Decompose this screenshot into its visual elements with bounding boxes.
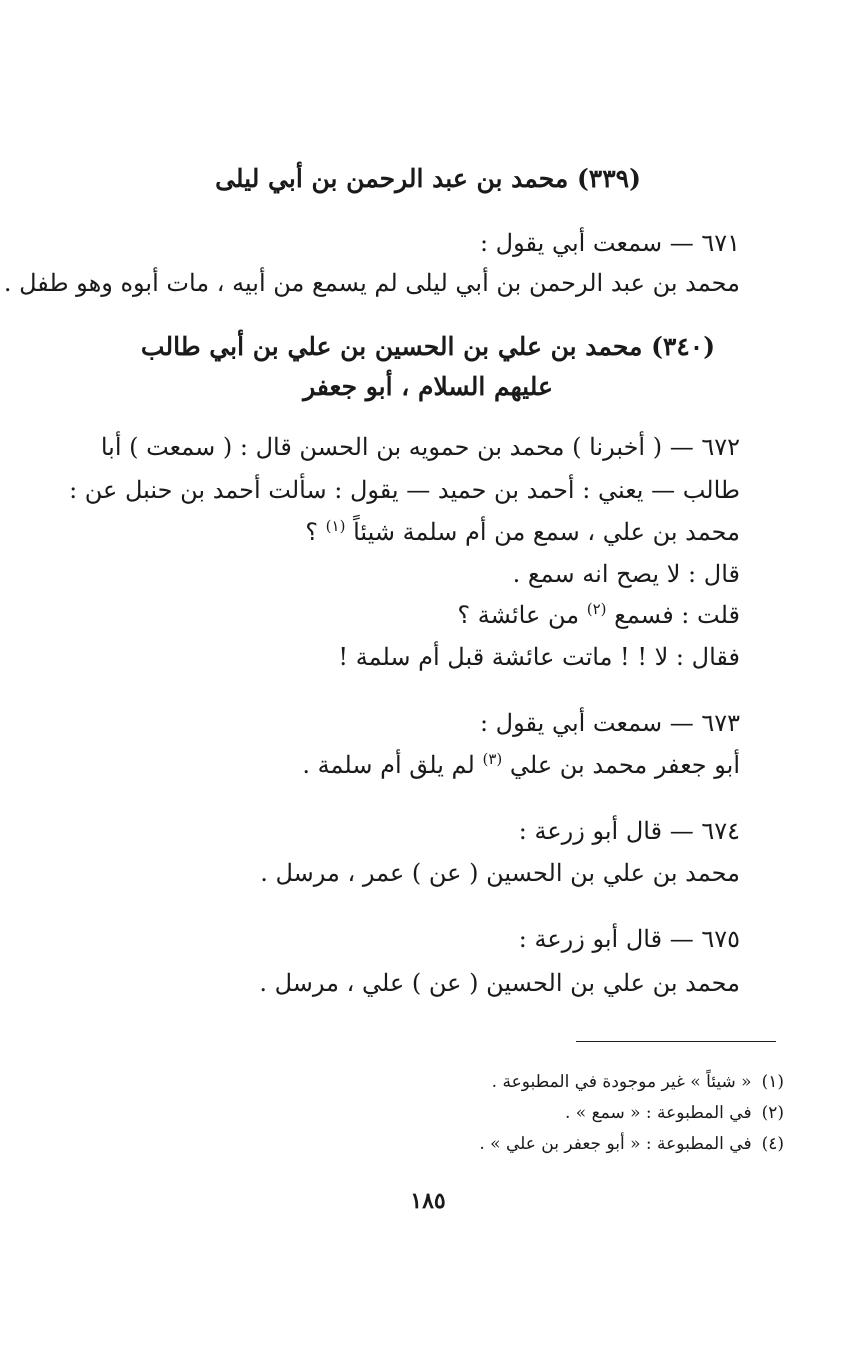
entry-672-line5 [457,598,740,632]
entry-675-text: محمد بن علي بن الحسين ( عن ) علي ، مرسل . [259,969,740,997]
footnote-3-text: في المطبوعة : « أبو جعفر بن علي » . [479,1134,752,1154]
entry-675-intro: ٦٧٥ — قال أبو زرعة : [518,925,740,953]
footnote-1-number: (١) [761,1072,784,1092]
entry-674-text: محمد بن علي بن الحسين ( عن ) عمر ، مرسل . [260,859,740,887]
footnote-2-text: في المطبوعة : « سمع » . [564,1103,752,1123]
footnote-ref-1: (١) [325,517,346,535]
entry-672-line2: طالب — يعني : أحمد بن حميد — يقول : سألت أحمد بن حنبل عن : [69,476,740,504]
entry-672-line3-mark: ؟ [305,518,318,546]
entry-672-line6: فقال : لا ! ! ماتت عائشة قبل أم سلمة ! [338,643,740,671]
entry-672-line3-text: محمد بن علي ، سمع من أم سلمة شيئاً [353,518,740,546]
heading-339: (٣٣٩) محمد بن عبد الرحمن بن أبي ليلى [215,164,641,193]
entry-673-text [302,748,740,782]
footnote-1-text: « شيئاً » غير موجودة في المطبوعة . [491,1072,752,1092]
footnote-2 [565,1101,784,1125]
heading-340-line2: عليهم السلام ، أبو جعفر [303,372,553,401]
entry-674-intro: ٦٧٤ — قال أبو زرعة : [518,817,740,845]
heading-340-line1: (٣٤٠) محمد بن علي بن الحسين بن علي بن أبي طالب [140,332,716,361]
footnote-2-number: (٢) [761,1103,784,1123]
entry-671-text: محمد بن عبد الرحمن بن أبي ليلى لم يسمع من أبيه ، مات أبوه وهو طفل . [3,269,740,297]
footnote-1 [492,1070,784,1094]
entry-672-line5-text-a: قلت : فسمع [614,601,740,629]
entry-672-line3 [305,515,740,549]
page-number: ١٨٥ [410,1188,446,1214]
entry-672-line4: قال : لا يصح انه سمع . [512,560,740,588]
footnote-ref-2: (٢) [586,600,607,618]
entry-673-text-a: أبو جعفر محمد بن علي [509,751,740,779]
footnote-3 [479,1132,784,1156]
entry-673-text-b: لم يلق أم سلمة . [302,751,475,779]
footnote-divider [576,1041,776,1042]
footnote-ref-3: (٣) [482,750,503,768]
entry-672-line5-text-b: من عائشة ؟ [457,601,580,629]
entry-672-line1: ٦٧٢ — ( أخبرنا ) محمد بن حمويه بن الحسن قال : ( سمعت ) أبا [100,433,740,461]
entry-671-intro: ٦٧١ — سمعت أبي يقول : [479,229,740,257]
entry-673-intro: ٦٧٣ — سمعت أبي يقول : [479,709,740,737]
footnote-3-number: (٤) [761,1134,784,1154]
